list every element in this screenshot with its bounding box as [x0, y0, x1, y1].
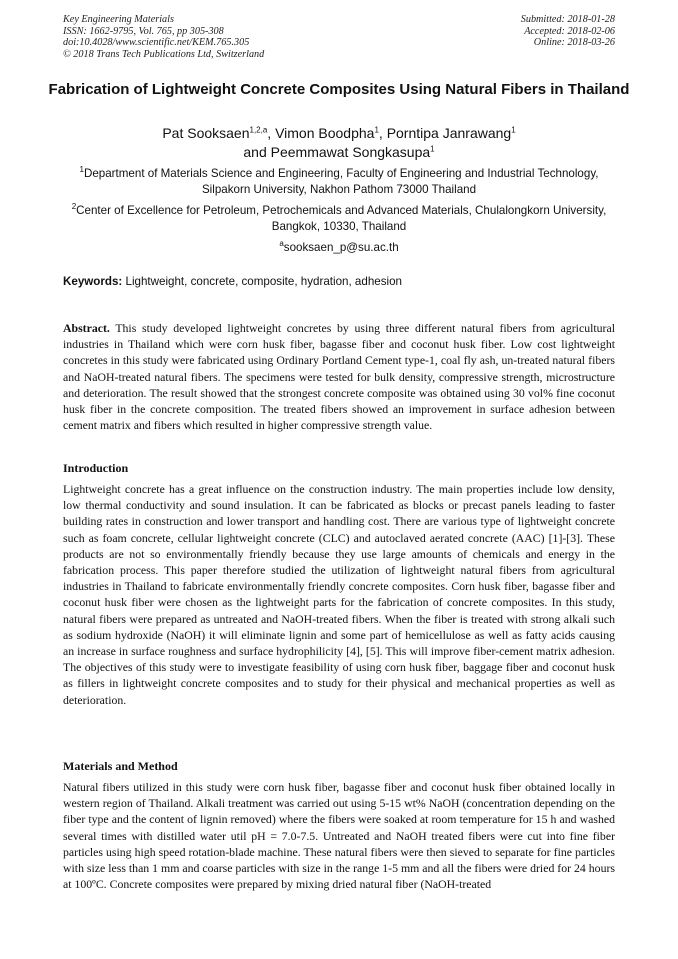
- abstract-label: Abstract.: [63, 321, 110, 335]
- materials-heading: Materials and Method: [63, 759, 178, 773]
- author-name: Peemmawat Songkasupa: [270, 144, 431, 160]
- author-name: Porntipa Janrawang: [386, 125, 512, 141]
- materials-text: Natural fibers utilized in this study were corn husk fiber, bagasse fiber and coconut husk fiber obtained locally in western region of Thailand. Alkali treatment was carried out using 5-15 wt% NaOH (concentration depending on the fiber type and the content of lignin removed) where the fibers were soaked at room temperature for 15 h and washed several times with distilled water util pH = 7.0-7.5. Untreated and NaOH treated fibers were cut into fine fiber particles using high speed rotation-blade machine. These natural fibers were then sieved to separate for fine particles with size less than 1 mm and coarse particles with size in the range 1-5 mm and all the fibers were dried for 24 hours at 100ºC. Concrete composites were prepared by mixing dried natural fiber (NaOH-treated: [63, 780, 615, 892]
- keywords-text: Lightweight, concrete, composite, hydration, adhesion: [122, 275, 402, 288]
- affiliation-text: Department of Materials Science and Engineering, Faculty of Engineering and Industrial Technology, Silpakorn University, Nakhon Pathom 73000 Thailand: [83, 167, 599, 196]
- author-separator: and: [243, 144, 271, 160]
- journal-name: Key Engineering Materials: [63, 14, 174, 25]
- author-superscript: 1: [374, 125, 379, 135]
- publication-dates: [521, 14, 615, 49]
- author-superscript: 1: [430, 144, 435, 154]
- email-superscript: a: [279, 239, 284, 249]
- author-name: Pat Sooksaen: [162, 125, 250, 141]
- email-address[interactable]: sooksaen_p@su.ac.th: [283, 241, 399, 254]
- affiliation-superscript: 1: [79, 165, 84, 175]
- copyright-line: © 2018 Trans Tech Publications Ltd, Switzerland: [63, 48, 265, 60]
- author-separator: ,: [267, 125, 276, 141]
- doi-line: doi:10.4028/www.scientific.net/KEM.765.305: [63, 37, 250, 49]
- submitted-date: Submitted: 2018-01-28: [520, 14, 615, 25]
- introduction-text: Lightweight concrete has a great influence on the construction industry. The main properties include low density, low thermal conductivity and sound insulation. It can be fabricated as blocks or precast panels leading to faster building rates in construction and lower transport and handling cost. There are various type of lightweight concrete such as foam concrete, cellular lightweight concrete (CLC) and autoclaved aerated concrete (AAC) [1]-[3]. These products are not so environmentally friendly because they use large amounts of chemicals and energy in the fabrication process. This paper therefore studied the utilization of lightweight natural fibers from agricultural industries in Thailand to fabricate environmentally friendly concrete composites. Corn husk fiber, bagasse fiber and coconut husk fiber were chosen as the lightweight parts for the fabrication of concrete composites. In this study, natural fibers were prepared as untreated and NaOH-treated fibers. When the fiber is treated with strong alkali such as sodium hydroxide (NaOH) it will eliminate lignin and some part of hemicellulose as well as fatty acids causing an increase in surface roughness and surface hydrophilicity [4], [5]. This will improve fiber-cement matrix adhesion. The objectives of this study were to investigate feasibility of using corn husk fiber, baggage fiber and coconut husk as fillers in lightweight concrete composites and to study for their physical and mechanical properties as well as deterioration.: [63, 482, 615, 707]
- author-superscript: 1: [511, 125, 516, 135]
- author-separator: ,: [378, 125, 387, 141]
- journal-info: [63, 14, 264, 60]
- affiliation-text: Center of Excellence for Petroleum, Petrochemicals and Advanced Materials, Chulalongkorn University, Bangkok, 10330, Thailand: [76, 204, 607, 233]
- affiliation-superscript: 2: [71, 202, 77, 212]
- author-email: [60, 240, 618, 256]
- author-superscript: 1,2,a: [249, 125, 268, 135]
- author-list: [40, 124, 638, 162]
- affiliation-1: [60, 166, 618, 198]
- affiliation-2: [60, 203, 618, 235]
- keywords: [63, 274, 615, 290]
- abstract: [63, 320, 615, 433]
- author-name: Vimon Boodpha: [275, 125, 375, 141]
- accepted-date: Accepted: 2018-02-06: [524, 25, 615, 37]
- introduction-heading: Introduction: [63, 461, 129, 475]
- keywords-label: Keywords:: [63, 275, 123, 288]
- issn-line: ISSN: 1662-9795, Vol. 765, pp 305-308: [63, 25, 224, 37]
- paper-title: Fabrication of Lightweight Concrete Composites Using Natural Fibers in Thailand: [48, 81, 630, 98]
- abstract-text: This study developed lightweight concretes by using three different natural fibers from agricultural industries in Thailand which were corn husk fiber, bagasse fiber and coconut husk fiber. Low cost lightweight concretes in this study were fabricated using Ordinary Portland Cement type-1, coal fly ash, un-treated natural fibers and NaOH-treated natural fibers. The specimens were tested for bulk density, compressive strength, microstructure and deterioration. The result showed that the strongest concrete composite was obtained using 30 vol% fine coconut husk fiber in the concrete composition. The treated fibers showed an improvement in surface adhesion between cement matrix and fibers which resulted in higher compressive strength value.: [63, 321, 615, 433]
- online-date: Online: 2018-03-26: [533, 37, 615, 49]
